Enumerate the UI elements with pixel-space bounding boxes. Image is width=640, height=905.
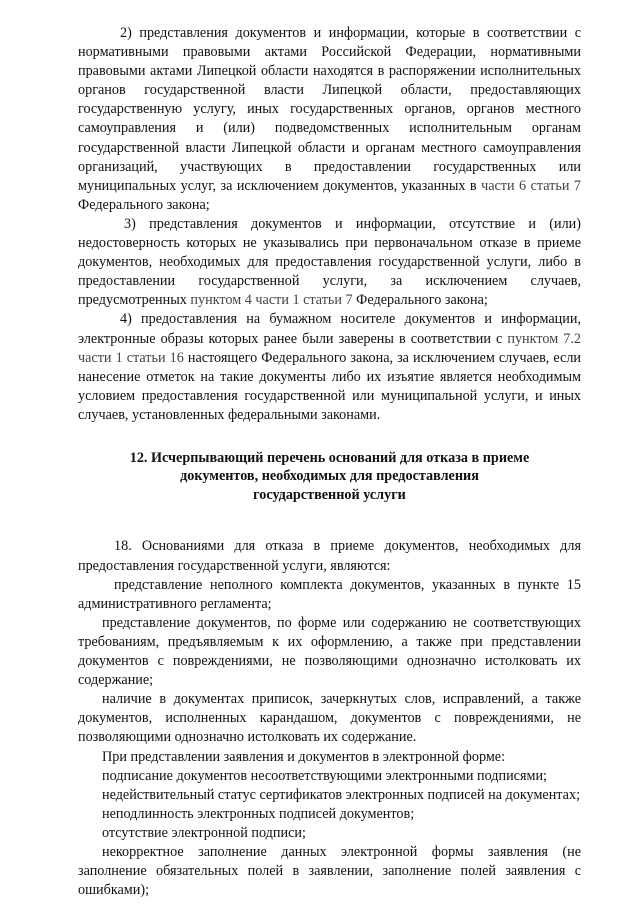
spacer [78, 504, 581, 537]
section-heading-line: документов, необходимых для предоставления [180, 468, 479, 485]
paragraph-text: 4) предоставления на бумажном носителе документов и информации, электронные образы которых ранее были заверены в соответствии с [78, 311, 581, 347]
paragraph-item-2 [78, 24, 581, 215]
law-reference-link[interactable]: пунктом 7.2 части 1 статьи 16 [78, 330, 581, 366]
list-item: представление неполного комплекта документов, указанных в пункте 15 административного регламента; [78, 576, 581, 612]
list-item: некорректное заполнение данных электронной формы заявления (не заполнение обязательных полей в заявлении, заполнение полей заявления с ошибками); [78, 843, 581, 899]
list-item: представление документов, по форме или содержанию не соответствующих требованиям, предъявляемым к их оформлению, а также при представлении документов с повреждениями, не позволяющими однозначно истолковать их содержание; [78, 614, 581, 689]
paragraph-text: настоящего Федерального закона, за исключением случаев, если нанесение отметок на такие документы либо их изъятие является необходимым условием предоставления государственной или муниципальной услуги, и иных случаев, установленных федеральными законами. [78, 349, 581, 423]
paragraph-18: 18. Основаниями для отказа в приеме документов, необходимых для предоставления государственной услуги, являются: [78, 538, 581, 574]
paragraph-text: Федерального закона; [78, 196, 210, 213]
section-heading [78, 449, 581, 505]
paragraph-text: 2) представления документов и информации, которые в соответствии с нормативными правовыми актами Российской Федерации, нормативными правовыми актами Липецкой области находятся в распоряжении исполнительных органов государственной власти Липецкой области, предоставляющих государственную услугу, иных государственных органов, органов местного самоуправления и (или) подведомственных исполнительным органам государственной власти Липецкой области и органам местного самоуправления организаций, участвующих в предоставлении государственных или муниципальных услуг, за исключением документов, указанных в [78, 25, 581, 194]
paragraph-item-3 [78, 215, 581, 310]
list-item: неподлинность электронных подписей документов; [102, 805, 415, 822]
list-item: отсутствие электронной подписи; [102, 824, 306, 841]
list-item: наличие в документах приписок, зачеркнутых слов, исправлений, а также документов, исполненных карандашом, документов с повреждениями, не позволяющими однозначно истолковать их содержание. [78, 691, 581, 746]
paragraph-text: 3) представления документов и информации, отсутствие и (или) недостоверность которых не указывались при первоначальном отказе в приеме документов, необходимых для предоставления государственной услуги, либо в предоставлении государственной услуги, за исключением случаев, предусмотренных [78, 215, 581, 309]
section-heading-line: 12. Исчерпывающий перечень оснований для отказа в приеме [129, 449, 530, 466]
list-item: недействительный статус сертификатов электронных подписей на документах; [102, 786, 581, 803]
law-reference-link[interactable]: части 6 статьи 7 [481, 177, 581, 194]
list-item: подписание документов несоответствующими электронными подписями; [102, 767, 547, 784]
law-reference-link[interactable]: пунктом 4 части 1 статьи 7 [190, 292, 353, 309]
paragraph-item-4 [78, 310, 581, 425]
list-item: При представлении заявления и документов в электронной форме: [102, 748, 506, 765]
section-heading-line: государственной услуги [253, 486, 406, 503]
paragraph-text: Федерального закона; [352, 292, 488, 309]
